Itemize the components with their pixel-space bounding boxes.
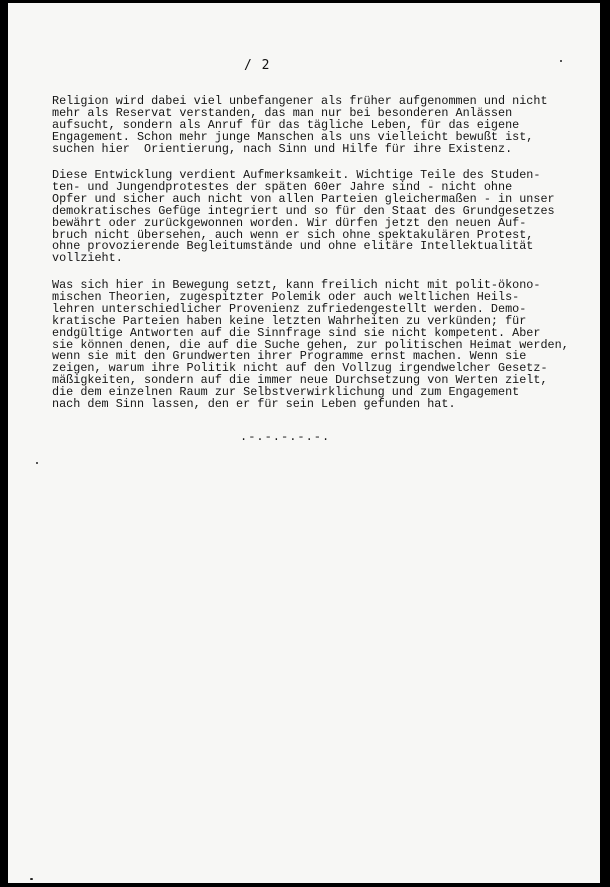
paragraph-bewegung: Was sich hier in Bewegung setzt, kann freilich nicht mit polit-ökono- mischen Theorien, zugespitzter Polemik oder auch weltlichen Heils- lehren unterschiedlicher Provenienz zufriedengestellt werden. Demo- kratische Parteien haben keine letzten Wahrheiten zu verkünden; für endgültige Antworten auf die Sinnfrage sind sie nicht kompetent. Aber sie können denen, die auf die Suche gehen, zur politischen Heimat werden, wenn sie mit den Grundwerten ihrer Programme ernst machen. Wenn sie zeigen, warum ihre Politik nicht auf den Vollzug irgendwelcher Gesetz- mäßigkeiten, sondern auf die immer neue Durchsetzung von Werten zielt, die dem einzelnen Raum zur Selbstverwirklichung und zum Engagement nach dem Sinn lassen, den er für sein Leben gefunden hat.	[52, 278, 569, 412]
paragraph-religion: Religion wird dabei viel unbefangener als früher aufgenommen und nicht mehr als Reservat verstanden, das man nur bei besonderen Anlässen aufsucht, sondern als Anruf für das tägliche Leben, für das eigene Engagement. Schon mehr junge Manschen als uns vielleicht bewußt ist, suchen hier Orientierung, nach Sinn und Hilfe für ihre Existenz.	[52, 94, 548, 156]
paragraph-entwicklung: Diese Entwicklung verdient Aufmerksamkeit. Wichtige Teile des Studen- ten- und Jungendprotestes der späten 60er Jahre sind - nicht ohne Opfer und sicher auch nicht von allen Parteien gleichermaßen - in unser demokratisches Gefüge integriert und so für den Staat des Grundgesetzes bewährt oder zurückgewonnen worden. Wir dürfen jetzt den neuen Auf- bruch nicht übersehen, auch wenn er sich ohne spektakulären Protest, ohne provozierende Begleitumstände und ohne elitäre Intellektualität vollzieht.	[52, 168, 555, 266]
scan-border-left	[0, 0, 8, 887]
scan-speck	[36, 462, 38, 464]
scan-border-top	[0, 0, 610, 3]
scan-speck	[30, 878, 33, 880]
page-number: / 2	[244, 58, 271, 73]
end-of-text-marker: .-.-.-.-.-.	[240, 430, 331, 444]
scan-speck	[560, 60, 562, 62]
scan-border-bottom	[0, 883, 610, 887]
scan-border-right	[600, 0, 610, 887]
